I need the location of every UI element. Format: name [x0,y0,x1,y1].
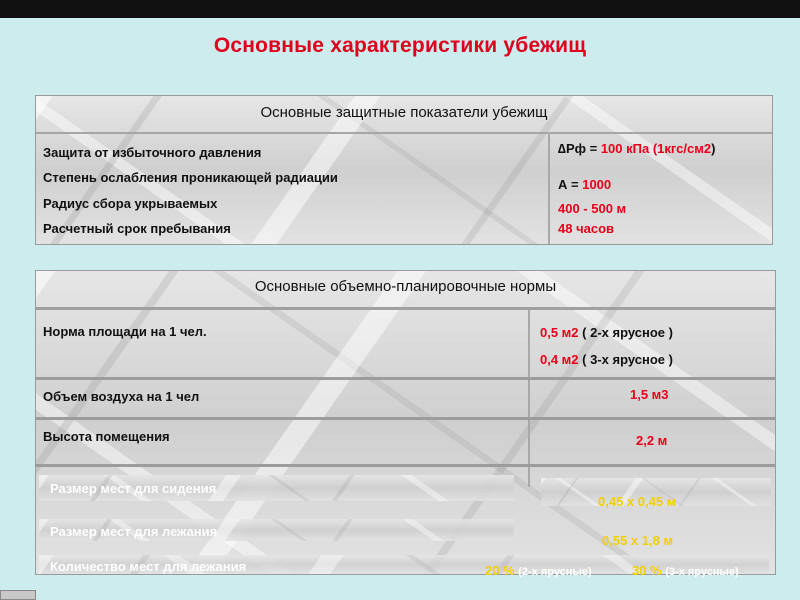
row-separator-1 [36,377,775,380]
bed-count-pct-3tier: 30 % [632,563,662,578]
label-area-per-person: Норма площади на 1 чел. [43,324,207,339]
value-seat-size: 0,45 х 0,45 м [598,494,677,509]
value-bed-count-2tier [485,563,592,578]
area-2tier-value: 0,5 м2 [540,325,579,340]
value-stay-duration: 48 часов [558,221,615,236]
row-separator-2 [36,417,775,420]
pressure-close: ) [711,141,716,156]
bed-count-note-2tier: (2-х ярусные) [518,566,592,578]
planning-norms-divider [528,310,530,487]
bed-count-note-3tier: (3-х ярусные) [665,566,739,578]
planning-norms-header-text: Основные объемно-планировочные нормы [254,278,557,295]
label-pressure-protection: Защита от избыточного давления [43,145,262,160]
slide-title: Основные характеристики убежищ [213,34,587,57]
protection-table-header-text: Основные защитные показатели убежищ [260,104,548,121]
row-separator-3 [36,464,775,467]
value-gathering-radius: 400 - 500 м [558,201,627,216]
area-2tier-note: ( 2-х ярусное ) [578,325,673,340]
top-bar [0,0,800,18]
area-3tier-value: 0,4 м2 [540,352,579,367]
value-bed-count-3tier [632,563,739,578]
label-bed-count: Количество мест для лежания [50,559,247,574]
pressure-prefix: ∆Рф = [558,141,601,156]
label-gathering-radius: Радиус сбора укрываемых [43,196,218,211]
value-air-volume: 1,5 м3 [630,387,669,402]
label-seat-size: Размер мест для сидения [50,481,217,496]
value-area-2tier [540,325,673,340]
protection-table [35,95,773,245]
attenuation-prefix: А = [558,177,583,192]
value-radiation-attenuation [558,177,611,192]
label-radiation-attenuation: Степень ослабления проникающей радиации [43,170,338,185]
protection-table-divider [548,132,550,244]
label-bed-size: Размер мест для лежания [50,524,218,539]
label-stay-duration: Расчетный срок пребывания [43,221,231,236]
planning-norms-header [36,271,775,310]
slide-footer-tab [0,590,36,600]
value-pressure-protection [558,141,715,156]
pressure-value: 100 кПа (1кгс/см2 [600,141,712,156]
value-room-height: 2,2 м [636,433,668,448]
value-bed-size: 0,55 х 1,8 м [602,533,674,548]
label-air-volume: Объем воздуха на 1 чел [43,389,200,404]
value-area-3tier [540,352,673,367]
area-3tier-note: ( 3-х ярусное ) [578,352,673,367]
label-room-height: Высота помещения [43,429,170,444]
bed-count-pct-2tier: 20 % [485,563,515,578]
planning-norms-table [35,270,776,578]
attenuation-value: 1000 [582,177,612,192]
protection-table-header [36,96,772,134]
